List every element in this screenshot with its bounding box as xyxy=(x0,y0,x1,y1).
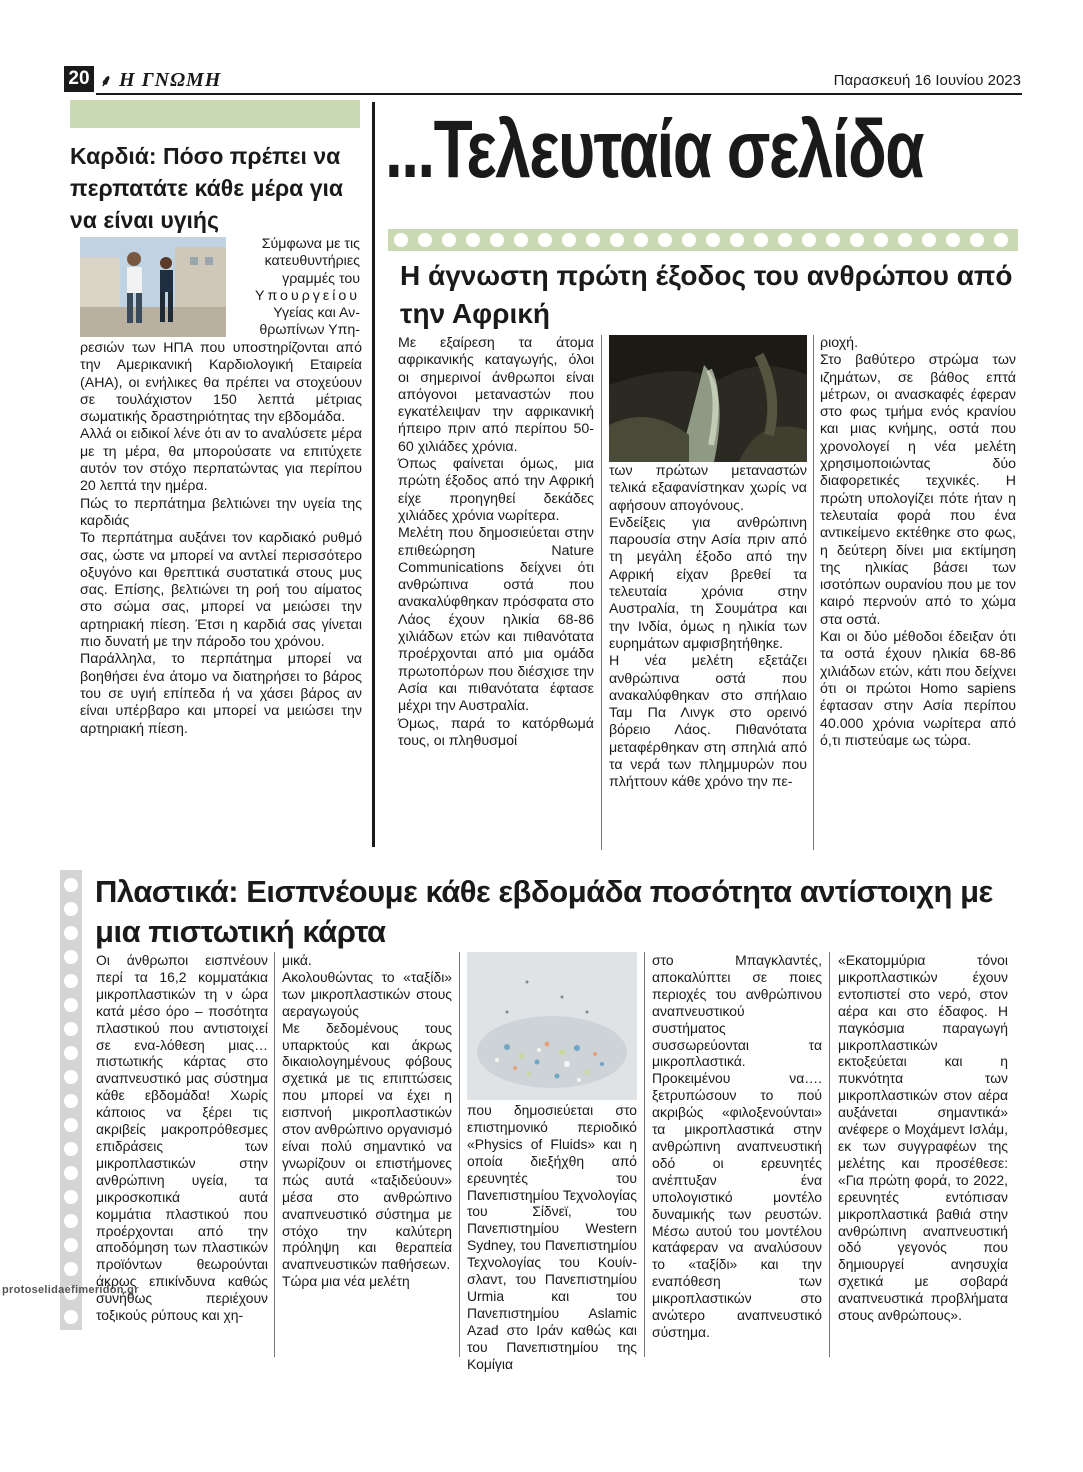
africa-paragraph: Η νέα μελέτη εξετάζει ανθρώπινα οστά που ανακαλύφθηκαν στο σπήλαιο Ταμ Πα Λινγκ στο ορεινό βόρειο Λάος. Πιθανότατα μεταφέρθηκαν στη σπηλιά από τα νερά των πλημμυρών που πλήττουν κάθε χρόνο την πε- xyxy=(609,653,807,791)
heart-wrap-line: γραμμές του xyxy=(282,270,360,287)
heart-paragraph: Παράλληλα, το περπάτημα μπορεί να βοηθήσει ένα άτομο να διατηρήσει το βάρος του σε υγιή επίπεδα ή να χάσει βάρος αν είναι υπέρβαρο και μπορεί να μειώσει την αρτηριακή πίεση. xyxy=(80,651,362,737)
plastic-col-rule xyxy=(644,952,645,1357)
plastic-col-1 xyxy=(96,952,268,1324)
heart-wrap-line: Σύμφωνα με τις xyxy=(261,236,360,252)
heart-paragraph: Αλλά οι ειδικοί λένε ότι αν το αναλύσετε μέρα με τη μέρα, θα μπορούσατε να επιτύχετε αυτόν τον στόχο περπατώντας για περίπου 20 λεπτά την ημέρα. xyxy=(80,426,362,495)
africa-paragraph: Όμως, παρά το κατόρθωμά τους, οι πληθυσμοί xyxy=(398,715,594,749)
africa-col-rule xyxy=(813,335,814,850)
plastic-col-rule xyxy=(459,952,460,1357)
africa-paragraph: Και οι δύο μέθοδοι έδειξαν ότι τα οστά έχουν ηλικία 68-86 χιλιάδων ετών, κάτι που δείχνει ότι οι πρώτοι Homo sapiens έφτασαν στην Ασία περίπου 40.000 χρόνια νωρίτερα από ό,τι πιστεύαμε ως τώρα. xyxy=(820,629,1016,749)
heart-wrap-line: Υπουργείου xyxy=(255,287,360,304)
left-green-band xyxy=(70,100,360,128)
heart-subheading: Πώς το περπάτημα βελτιώνει την υγεία της καρδιάς xyxy=(80,495,362,529)
africa-col-2 xyxy=(609,463,807,792)
plastic-col-5 xyxy=(838,952,1008,1324)
africa-paragraph: Ενδείξεις για ανθρώπινη παρουσία στην Ασία πριν από τη μεγάλη έξοδο από την Αφρική είχαν βρεθεί τα τελευταία χρόνια στην Αυστραλία, τη Σουμάτρα και την Ινδία, όμως η ηλικία των ευρημάτων αμφισβητήθηκε. xyxy=(609,514,807,652)
masthead xyxy=(100,68,340,92)
plastic-col-3 xyxy=(467,1102,637,1373)
cave-photo xyxy=(609,335,807,462)
watermark: protoselidaefimeridon.gr xyxy=(2,1284,139,1296)
plastic-paragraph: στο Μπαγκλαντές, αποκαλύπτει σε ποιες περιοχές του ανθρώπινου αναπνευστικού συστήματος συσσωρεύονται τα μικροπλαστικά. xyxy=(652,952,822,1070)
plastic-paragraph: Οι άνθρωποι εισπνέουν περί τα 16,2 κομματάκια μικροπλαστικών τη ν ώρα κατά μέσο όρο – ποσότητα πλαστικού που αντιστοιχεί σε ενα-λόθεση μιας… πιστωτικής κάρτας στο αναπνευστικό μας σύστημα κάθε εβδομάδα! Χωρίς κάποιος να ξέρει τις ακριβείς μακροπρόθεσμες επιδράσεις των μικροπλαστικών στην ανθρώπινη υγεία, τα μικροσκοπικά αυτά κομμάτια πλαστικού που προέρχονται από την αποδόμηση των πλαστικών προϊόντων θεωρούνται άκρως επικίνδυνα καθώς συνήθως περιέχουν τοξικούς ρύπους και χη- xyxy=(96,952,268,1324)
plastic-paragraph: μικά. xyxy=(282,952,312,968)
heart-wrap-text xyxy=(232,236,360,340)
africa-col-3 xyxy=(820,335,1016,750)
africa-paragraph: Με εξαίρεση τα άτομα αφρικανικής καταγωγής, όλοι οι σημερινοί άνθρωποι είναι απόγονοι μεταναστών που εγκατέλειψαν την αφρικανική ήπειρο πριν από περίπου 50-60 χιλιάδες χρόνια. xyxy=(398,335,594,455)
ring-binder-band xyxy=(60,870,82,1330)
plastic-paragraph: Προκειμένου να…. ξετρυπώσουν το πού ακριβώς «φιλοξενούνται» τα μικροπλαστικά στην ανθρώπινη αναπνευστική οδό οι ερευνητές ανέπτυξαν ένα υπολογιστικό μοντέλο δυναμικής των ρευστών. Μέσω αυτού του μοντέλου κατάφεραν να αναλύσουν το «ταξίδι» και την εναπόθεση των μικροπλαστικών στο ανώτερο αναπνευστικό σύστημα. xyxy=(652,1070,822,1340)
plastic-col-2 xyxy=(282,952,452,1290)
heart-wrap-line: κατευθυντήριες xyxy=(264,253,360,270)
microplastics-photo xyxy=(467,952,637,1100)
plastic-col-4 xyxy=(652,952,822,1341)
heart-wrap-line: Υγείας και Αν- xyxy=(273,305,360,322)
walking-couple-photo xyxy=(80,237,226,337)
plastic-col-rule xyxy=(274,952,275,1357)
column-divider xyxy=(372,102,375,847)
heart-paragraph: Το περπάτημα αυξάνει τον καρδιακό ρυθμό σας, ώστε να μπορεί να αντλεί περισσότερο οξυγόνο και θρεπτικά συστατικά στους μυς σας. Επίσης, βελτιώνει τη ροή του αίματος στο σώμα σας, μπορεί να μειώσει την αρτηριακή πίεση. Έτσι η καρδιά σας γίνεται πιο δυνατή με την πάροδο του χρόνου. xyxy=(80,530,362,651)
africa-col-rule xyxy=(601,335,602,850)
plastic-headline: Πλαστικά: Εισπνέουμε κάθε εβδομάδα ποσότητα αντίστοιχη με μια πιστωτική κάρτα xyxy=(95,874,993,949)
header-rule xyxy=(96,93,1022,95)
issue-date: Παρασκευή 16 Ιουνίου 2023 xyxy=(833,72,1021,89)
africa-paragraph: Όπως φαίνεται όμως, μια πρώτη έξοδος από την Αφρική είχε προηγηθεί δεκάδες χιλιάδες χρόνια νωρίτερα. xyxy=(398,456,594,524)
bird-logo-icon: ⸙ xyxy=(100,73,114,90)
africa-paragraph: ριοχή. xyxy=(820,335,859,351)
masthead-title: Η ΓΝΩΜΗ xyxy=(119,69,222,91)
africa-paragraph: Μελέτη που δημοσιεύεται στην επιθεώρηση Nature Communications δείχνει ότι ανθρώπινα οστά που ανακαλύφθηκαν πρόσφατα στο Λάος έχουν ηλικία 68-86 χιλιάδων ετών και πιθανότατα προέρχονται από μια ομάδα πρωτοπόρων που διέσχισε την Ασία και πιθανότατα έφτασε μέχρι την Αυστραλία. xyxy=(398,525,594,715)
heart-paragraph: ρεσιών των ΗΠΑ που υποστηρίζονται από την Αμερικανική Καρδιολογική Εταιρεία (AHA), οι ενήλικες θα πρέπει να στοχεύουν σε τουλάχιστον 150 λεπτά μέτριας σωματικής δραστηριότητας την εβδομάδα. xyxy=(80,340,362,426)
plastic-col-rule xyxy=(829,952,830,1357)
heart-body xyxy=(80,340,362,738)
africa-col-1 xyxy=(398,335,594,750)
africa-paragraph: Στο βαθύτερο στρώμα των ιζημάτων, σε βάθος επτά μέτρων, οι ανασκαφές έφεραν στο φως τμήμα ενός κρανίου και μιας κνήμης, οστά που χρονολογεί η νέα μελέτη χρησιμοποιώντας δύο διαφορετικές τεχνικές. Η πρώτη υπολογίζει πότε ήταν η τελευταία φορά που ένα αντικείμενο εκτέθηκε στο φως, η δεύτερη δίνει μια εκτίμηση της ηλικίας βάσει των ισοτόπων ουρανίου που με τον καιρό περνούν από το χώμα στα οστά. xyxy=(820,352,1016,628)
plastic-paragraph: Τώρα μια νέα μελέτη xyxy=(282,1273,410,1290)
page-number: 20 xyxy=(64,66,94,92)
plastic-paragraph: «Εκατομμύρια τόνοι μικροπλαστικών έχουν εντοπιστεί στο νερό, στον αέρα και στο έδαφος. Η παγκόσμια παραγωγή μικροπλαστικών εκτοξεύεται και η πυκνότητα των μικροπλαστικών στον αέρα αυξάνεται σημαντικά» ανέφερε ο Μοχάμεντ Ισλάμ, εκ των συγγραφέων της μελέτης και προσέθεσε: «Για πρώτη φορά, το 2022, ερευνητές εντόπισαν μικροπλαστικά βαθιά στην ανθρώπινη αναπνευστική οδό γεγονός που δημιουργεί ανησυχία σχετικά με σοβαρά αναπνευστικά προβλήματα στους ανθρώπους». xyxy=(838,952,1008,1324)
heart-wrap-line: θρωπίνων Υπη- xyxy=(259,322,360,339)
africa-paragraph: των πρώτων μεταναστών τελικά εξαφανίστηκαν χωρίς να αφήσουν απογόνους. xyxy=(609,463,807,514)
plastic-paragraph: που δημοσιεύεται στο επιστημονικό περιοδικό «Physics of Fluids» και η οποία διεξήχθη από ερευνητές του Πανεπιστημίου Τεχνολογίας του Σίδνεϊ, του Πανεπιστημίου Western Sydney, του Πανεπιστημίου Τεχνολογίας του Κουίν- σλαντ, του Πανεπιστημίου Urmia και του Πανεπιστημίου Aslamic Azad στο Ιράν καθώς και του Πανεπιστημίου της Κομίγια xyxy=(467,1102,637,1372)
plastic-subheading: Ακολουθώντας το «ταξίδι» των μικροπλαστικών στους αεραγωγούς xyxy=(282,968,452,1019)
africa-headline: Η άγνωστη πρώτη έξοδος του ανθρώπου από την Αφρική xyxy=(400,260,1013,329)
heart-headline: Καρδιά: Πόσο πρέπει να περπατάτε κάθε μέρα για να είναι υγιής xyxy=(70,143,344,233)
section-title: ...Τελευταία σελίδα xyxy=(385,104,924,195)
plastic-paragraph: Με δεδομένους τους υπαρκτούς και άκρως δικαιολογημένους φόβους σχετικά με τις επιπτώσεις που μπορεί να έχει η εισπνοή μικροπλαστικών στον ανθρώπινο οργανισμό είναι πολύ σημαντικό να γνωρίζουν οι επιστήμονες πώς αυτά «ταξιδεύουν» μέσα στο ανθρώπινο αναπνευστικό σύστημα με στόχο την καλύτερη πρόληψη και θεραπεία αναπνευστικών παθήσεων. xyxy=(282,1019,452,1273)
dotted-green-band xyxy=(388,229,1018,251)
